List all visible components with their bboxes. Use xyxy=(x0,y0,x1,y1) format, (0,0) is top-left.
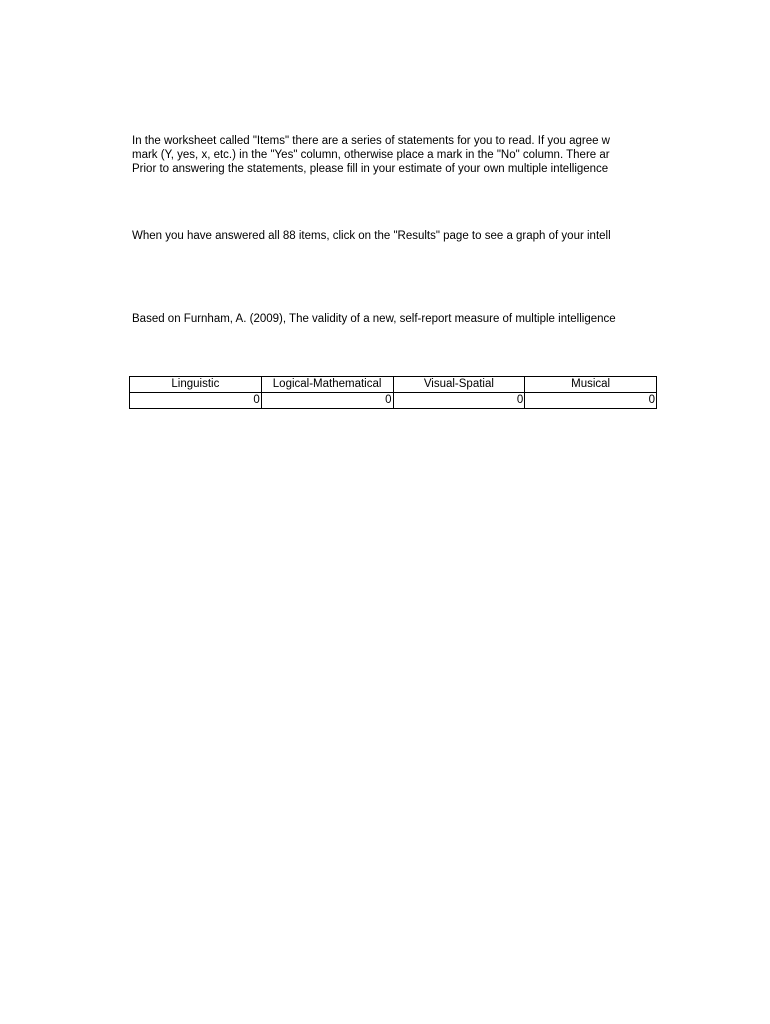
header-musical: Musical xyxy=(525,377,657,393)
table-values-row xyxy=(130,393,657,409)
citation xyxy=(132,312,657,326)
header-logical-mathematical: Logical-Mathematical xyxy=(261,377,393,393)
citation-text: Based on Furnham, A. (2009), The validity of a new, self-report measure of multiple intelligence xyxy=(132,313,616,325)
header-linguistic: Linguistic xyxy=(130,377,262,393)
intelligence-estimates-table xyxy=(129,376,657,409)
instructions-line-2: mark (Y, yes, x, etc.) in the "Yes" column, otherwise place a mark in the "No" column. There ar xyxy=(132,149,610,161)
value-linguistic[interactable]: 0 xyxy=(130,393,262,409)
value-visual-spatial[interactable]: 0 xyxy=(393,393,525,409)
results-note-text: When you have answered all 88 items, click on the "Results" page to see a graph of your intell xyxy=(132,230,611,242)
header-visual-spatial: Visual-Spatial xyxy=(393,377,525,393)
results-note xyxy=(132,229,657,243)
instructions-line-1: In the worksheet called "Items" there are a series of statements for you to read. If you agree w xyxy=(132,135,610,147)
instructions-paragraph xyxy=(132,134,657,176)
value-logical-mathematical[interactable]: 0 xyxy=(261,393,393,409)
instructions-line-3: Prior to answering the statements, please fill in your estimate of your own multiple intelligence xyxy=(132,163,609,175)
table-header-row xyxy=(130,377,657,393)
value-musical[interactable]: 0 xyxy=(525,393,657,409)
